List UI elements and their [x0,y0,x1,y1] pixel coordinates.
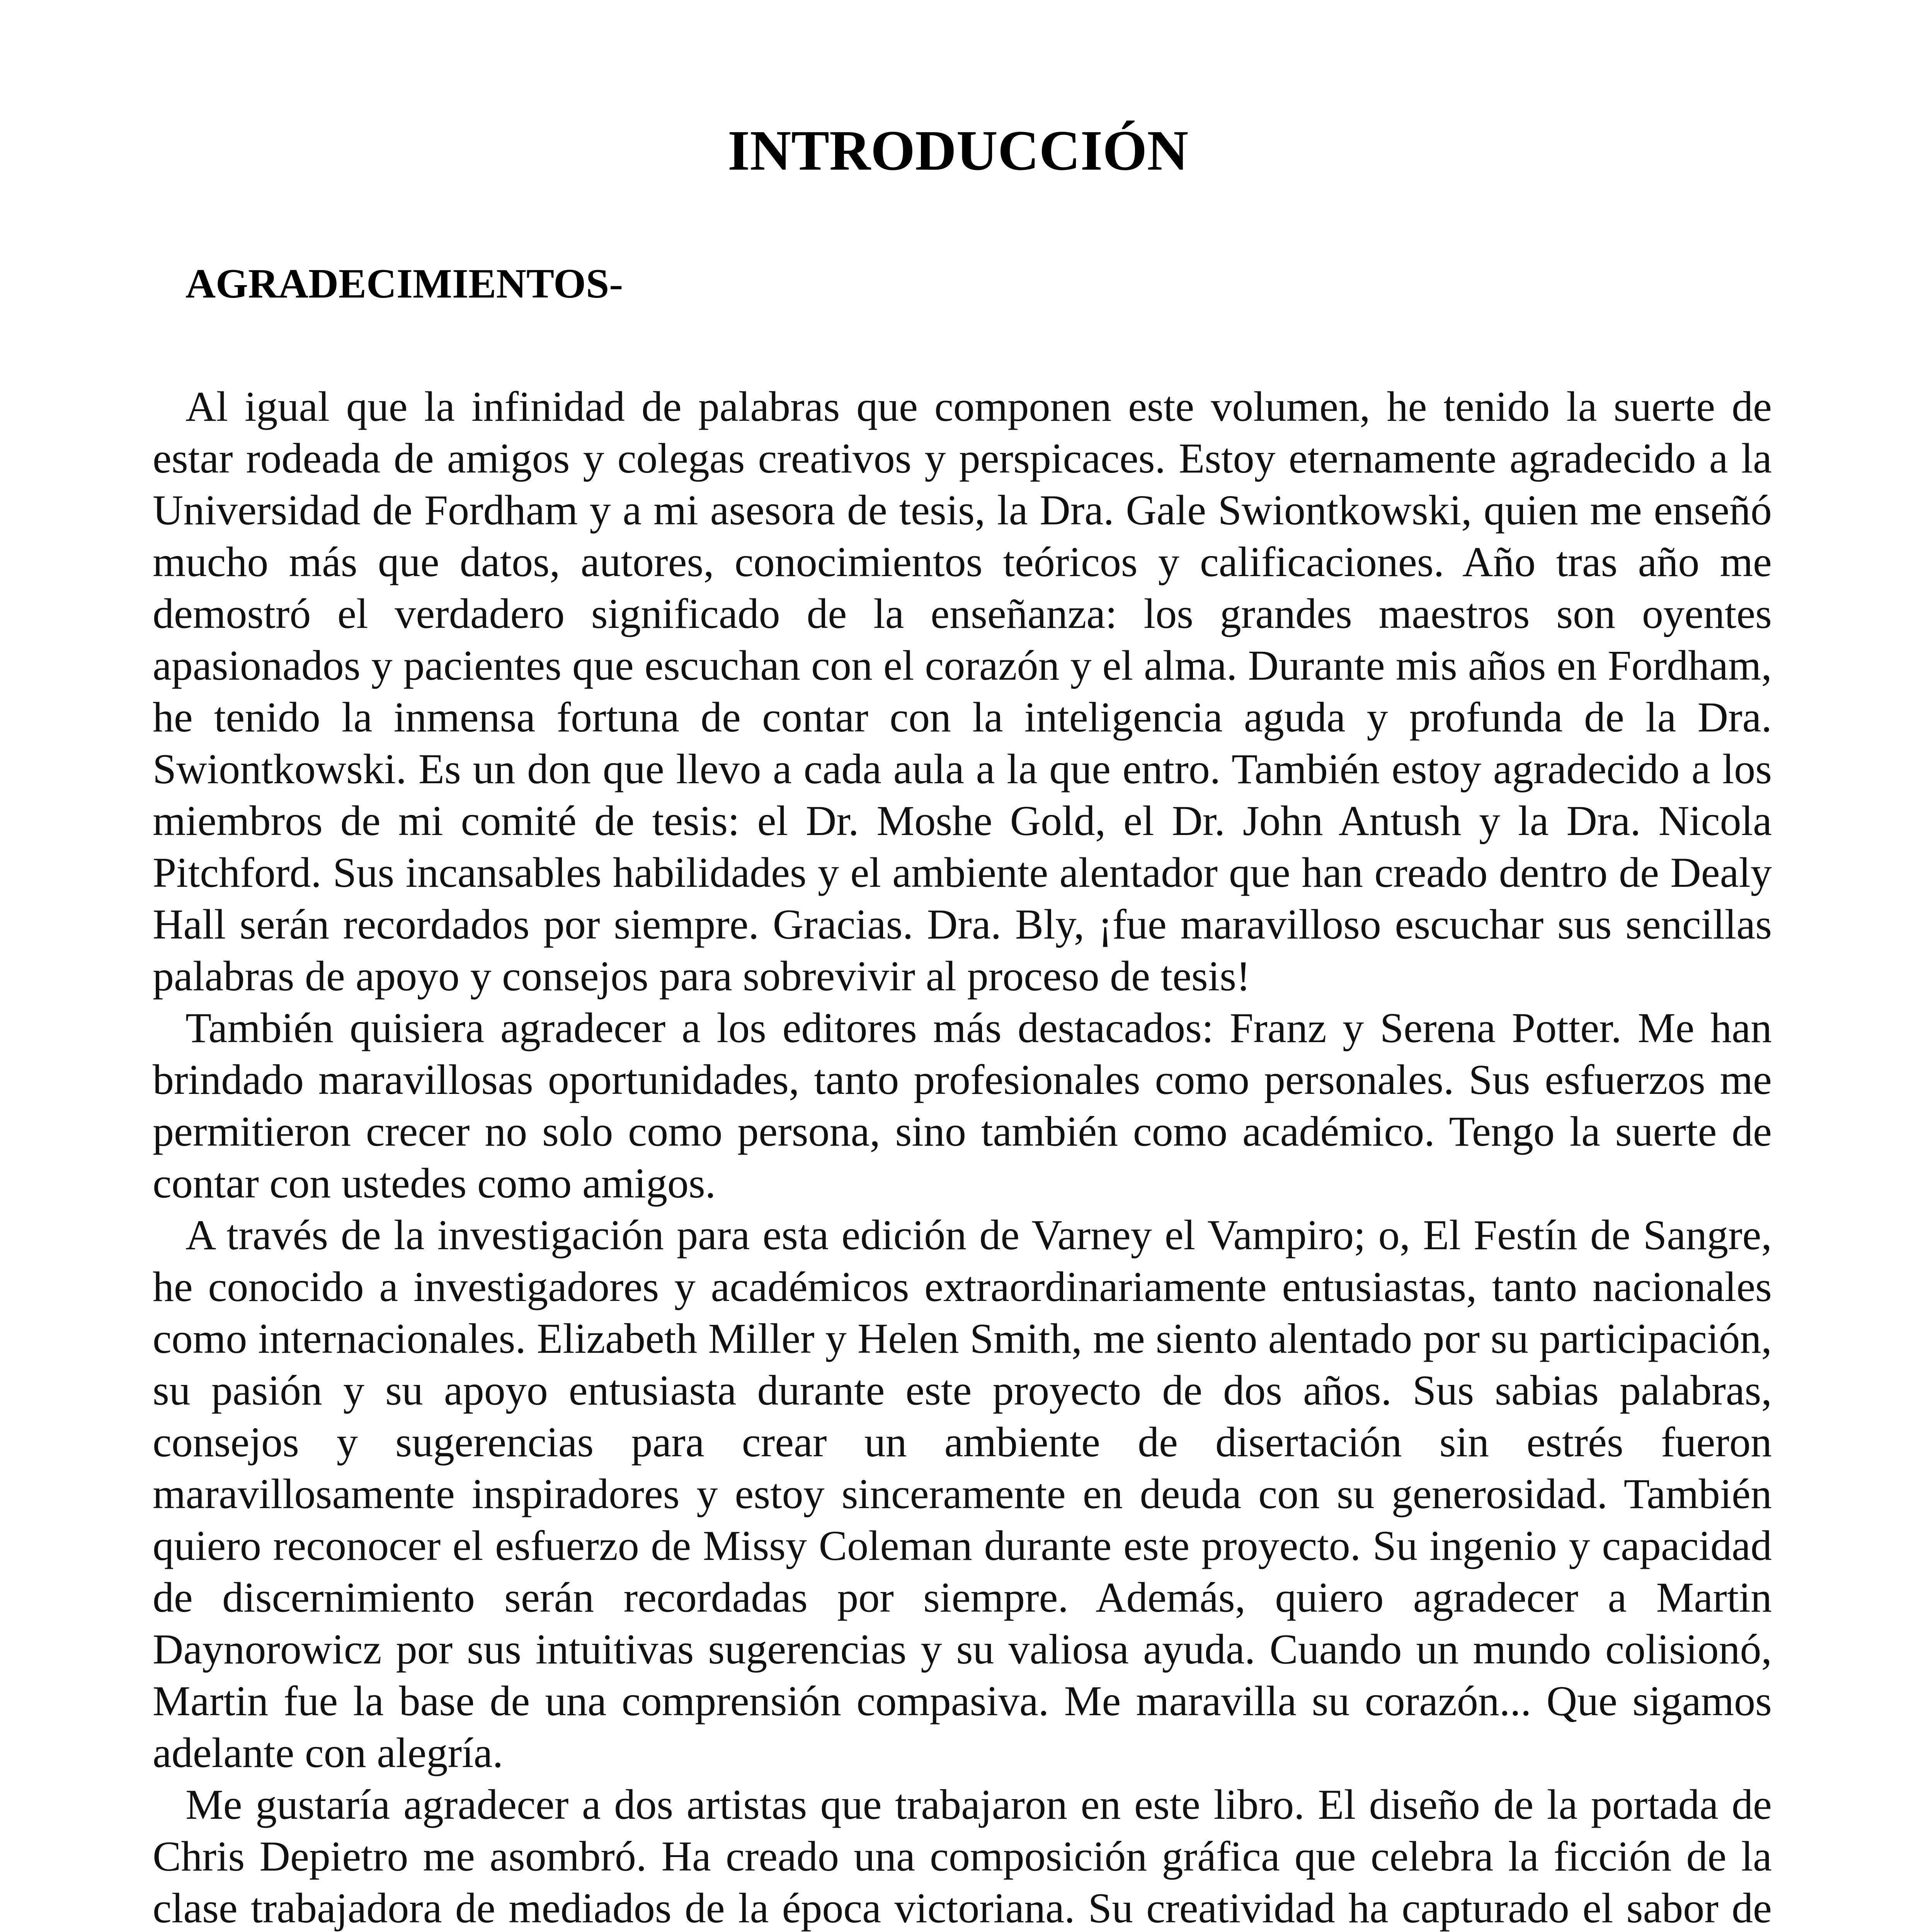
section-heading-dash: - [609,261,623,307]
paragraph: Me gustaría agradecer a dos artistas que trabajaron en este libro. El diseño de la portada de Chris Depietro me asombró. Ha creado una composición gráfica que celebra la ficción de la clase trabajadora de mediados de la época victoriana. Su creatividad ha capturado el sabor de [153,1781,1772,1932]
section-heading-text: AGRADECIMIENTOS [185,261,609,307]
section-heading [185,259,623,309]
paragraph: A través de la investigación para esta edición de Varney el Vampiro; o, El Festín de Sangre, he conocido a investigadores y académicos extraordinariamente entusiastas, tanto nacionales como internacionales. Elizabeth Miller y Helen Smith, me siento alentado por su participación, su pasión y su apoyo entusiasta durante este proyecto de dos años. Sus sabias palabras, consejos y sugerencias para crear un ambiente de disertación sin estrés fueron maravillosamente inspiradores y estoy sinceramente en deuda con su generosidad. También quiero reconocer el esfuerzo de Missy Coleman durante este proyecto. Su ingenio y capacidad de discernimiento serán recordadas por siempre. Además, quiero agradecer a Martin Daynorowicz por sus intuitivas sugerencias y su valiosa ayuda. Cuando un mundo colisionó, Martin fue la base de una comprensión compasiva. Me maravilla su corazón... Que sigamos adelante con alegría. [153,1211,1772,1776]
paragraph: También quisiera agradecer a los editores más destacados: Franz y Serena Potter. Me han brindado maravillosas oportunidades, tanto profesionales como personales. Sus esfuerzos me permitieron crecer no solo como persona, sino también como académico. Tengo la suerte de contar con ustedes como amigos. [153,1004,1772,1207]
paragraph: Al igual que la infinidad de palabras que componen este volumen, he tenido la suerte de estar rodeada de amigos y colegas creativos y perspicaces. Estoy eternamente agradecido a la Universidad de Fordham y a mi asesora de tesis, la Dra. Gale Swiontkowski, quien me enseñó mucho más que datos, autores, conocimientos teóricos y calificaciones. Año tras año me demostró el verdadero significado de la enseñanza: los grandes maestros son oyentes apasionados y pacientes que escuchan con el corazón y el alma. Durante mis años en Fordham, he tenido la inmensa fortuna de contar con la inteligencia aguda y profunda de la Dra. Swiontkowski. Es un don que llevo a cada aula a la que entro. También estoy agradecido a los miembros de mi comité de tesis: el Dr. Moshe Gold, el Dr. John Antush y la Dra. Nicola Pitchford. Sus incansables habilidades y el ambiente alentador que han creado dentro de Dealy Hall serán recordados por siempre. Gracias. Dra. Bly, ¡fue maravilloso escuchar sus sencillas palabras de apoyo y consejos para sobrevivir al proceso de tesis! [153,383,1772,1000]
page-title: INTRODUCCIÓN [727,119,1189,182]
body-text [153,381,1772,1932]
